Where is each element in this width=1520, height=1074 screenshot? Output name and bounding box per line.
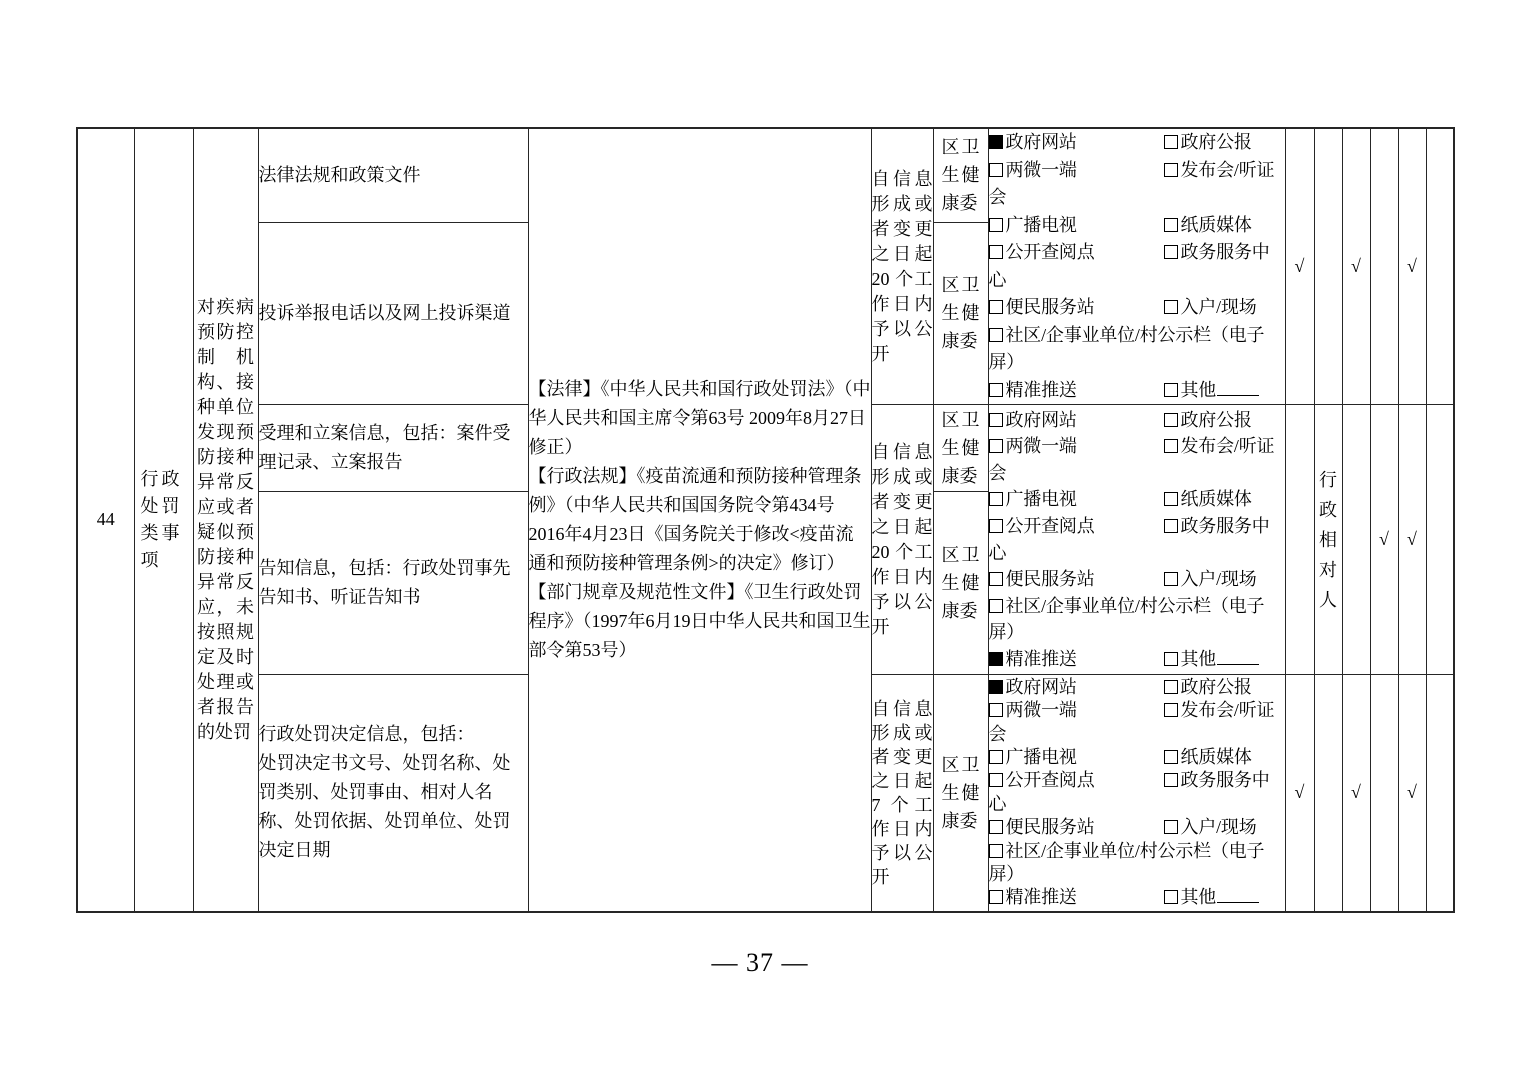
channel-option: 政府网站 [989,410,1077,430]
channel-option: 精准推送 [989,649,1077,669]
timeline-cell: 自信息形成或者变更之日起20 个工作日内予以公开 [871,128,933,405]
disclosure-items-table [76,127,1455,913]
channel-option: 广播电视 [989,489,1077,509]
checkbox-unchecked-icon [989,163,1003,177]
checkbox-unchecked-icon [1164,300,1178,314]
channel-line [989,619,1285,646]
channel-option: 社区/企事业单位/村公示栏（电子 [989,325,1265,345]
indicator-cell: √ [1285,128,1314,405]
channel-option: 社区/企事业单位/村公示栏（电子 [989,841,1265,861]
checkbox-unchecked-icon [989,492,1003,506]
channel-option: 会 [988,462,1007,483]
checkbox-unchecked-icon [1164,519,1178,533]
channels-cell [988,128,1285,405]
checkbox-unchecked-icon [1164,492,1178,506]
channels-cell [988,675,1285,912]
text-paragraph: 【法律】《中华人民共和国行政处罚法》（中华人民共和国主席令第63号 2009年8月27日修正） [528,378,871,457]
channel-line [989,646,1285,673]
channel-line [989,184,1285,212]
channel-option: 政府公报 [1164,676,1252,699]
channel-option: 政府公报 [1164,129,1252,157]
channel-option: 心 [988,269,1007,290]
channel-option: 心 [988,793,1007,814]
indicator-cell [1426,405,1454,675]
channel-line [989,676,1285,699]
checkbox-unchecked-icon [1164,439,1178,453]
seq-number-cell: 44 [77,128,134,912]
content-cell [258,675,528,912]
indicator-cell: √ [1398,405,1426,675]
checkbox-unchecked-icon [989,519,1003,533]
channel-option: 政务服务中 [1164,769,1270,792]
subject-cell [933,128,988,222]
channel-option: 心 [988,542,1007,563]
checkbox-unchecked-icon [1164,890,1178,904]
category-cell [134,128,193,912]
indicator-cell [1426,675,1454,912]
content-cell [258,492,528,675]
indicator-cell [1314,128,1342,405]
indicator-cell: √ [1398,675,1426,912]
checkbox-unchecked-icon [1164,383,1178,397]
content-cell [258,405,528,492]
checkbox-unchecked-icon [989,328,1003,342]
channel-option: 政务服务中 [1164,239,1270,267]
channel-line [989,746,1285,769]
text-paragraph: 【部门规章及规范性文件】《卫生行政处罚程序》（1997年6月19日中华人民共和国卫生部令第53号） [528,581,871,660]
checkbox-unchecked-icon [1164,750,1178,764]
checkbox-checked-icon [989,135,1003,149]
indicator-cell [1370,675,1398,912]
channel-option: 政府网站 [989,132,1077,152]
channels-cell [988,405,1285,675]
legal-basis-cell [528,128,871,912]
checkbox-unchecked-icon [989,703,1003,717]
checkbox-checked-icon [989,680,1003,694]
checkbox-unchecked-icon [989,572,1003,586]
channel-line [989,769,1285,792]
checkbox-unchecked-icon [989,300,1003,314]
blank-underline [1217,650,1259,665]
checkbox-unchecked-icon [989,218,1003,232]
channel-line [989,239,1285,267]
channel-option: 两微一端 [989,160,1077,180]
subject-text: 区卫生健康委 [941,754,980,831]
channel-line [989,460,1285,487]
checkbox-unchecked-icon [989,750,1003,764]
text-paragraph: 投诉举报电话以及网上投诉渠道 [258,302,511,323]
subject-cell [933,492,988,675]
channel-option: 政府网站 [989,677,1077,697]
channel-option: 广播电视 [989,747,1077,767]
channel-option: 其他 [1164,646,1260,673]
checkbox-unchecked-icon [989,439,1003,453]
indicator-cell: √ [1370,405,1398,675]
checkbox-unchecked-icon [1164,218,1178,232]
channel-option: 广播电视 [989,215,1077,235]
channel-option: 发布会/听证 [1164,433,1275,460]
blank-underline [1217,381,1259,396]
channel-option: 入户/现场 [1164,294,1257,322]
channel-line [989,513,1285,540]
checkbox-unchecked-icon [1164,413,1178,427]
checkbox-unchecked-icon [1164,135,1178,149]
subject-cell [933,675,988,912]
text-paragraph: 处罚决定书文号、处罚名称、处罚类别、处罚事由、相对人名称、处罚依据、处罚单位、处罚决定日期 [258,753,511,861]
checkbox-unchecked-icon [989,820,1003,834]
channel-line [989,886,1285,909]
text-paragraph: 行政处罚决定信息，包括： [258,724,475,745]
channel-option: 发布会/听证 [1164,699,1275,722]
checkbox-checked-icon [989,652,1003,666]
channel-line [989,566,1285,593]
subject-text: 区卫生健康委 [941,137,980,214]
checkbox-unchecked-icon [989,383,1003,397]
checkbox-unchecked-icon [989,599,1003,613]
indicator-cell: √ [1342,675,1370,912]
channel-option: 便民服务站 [989,569,1095,589]
channel-line [989,267,1285,295]
subject-cell [933,405,988,492]
channel-line [989,157,1285,185]
channel-option: 纸质媒体 [1164,486,1252,513]
channel-option: 便民服务站 [989,817,1095,837]
subject-text: 区卫生健康委 [941,545,980,621]
channel-option: 公开查阅点 [989,770,1095,790]
blank-underline [1217,888,1259,903]
timeline-cell: 自信息形成或者变更之日起20 个工作日内予以公开 [871,405,933,675]
indicator-cell [1314,675,1342,912]
channel-option: 会 [988,723,1007,744]
indicator-cell [1285,405,1314,675]
subject-text: 区卫生健康委 [941,410,980,486]
text-paragraph: 受理和立案信息，包括：案件受理记录、立案报告 [258,423,511,472]
checkbox-unchecked-icon [1164,245,1178,259]
indicator-cell: √ [1398,128,1426,405]
indicator-cell: √ [1285,675,1314,912]
channel-line [989,723,1285,746]
channel-option: 精准推送 [989,380,1077,400]
channel-option: 公开查阅点 [989,242,1095,262]
channel-option: 会 [988,187,1007,207]
channel-line [989,863,1285,886]
channel-line [989,294,1285,322]
channel-line [989,407,1285,434]
checkbox-unchecked-icon [1164,572,1178,586]
text-paragraph: 告知信息，包括：行政处罚事先告知书、听证告知书 [258,558,511,607]
content-cell [258,128,528,222]
category-text: 行政处罚类事项 [140,468,183,570]
channel-option: 入户/现场 [1164,566,1257,593]
page-number: — 37 — [711,948,809,977]
channel-option: 其他 [1164,886,1260,909]
indicator-cell: √ [1342,128,1370,405]
channel-line [989,540,1285,567]
channel-option: 屏） [988,352,1025,372]
channel-line [989,433,1285,460]
channel-line [989,793,1285,816]
text-paragraph: 【行政法规】《疫苗流通和预防接种管理条例》（中华人民共和国国务院令第434号 2016年4月23日《国务院关于修改<疫苗流通和预防接种管理条例>的决定》修订） [528,465,862,573]
subject-cell [933,222,988,404]
checkbox-unchecked-icon [1164,163,1178,177]
checkbox-unchecked-icon [1164,820,1178,834]
channel-line [989,212,1285,240]
channel-option: 屏） [988,622,1025,643]
channel-option: 政府公报 [1164,407,1252,434]
channel-option: 纸质媒体 [1164,212,1252,240]
checkbox-unchecked-icon [989,844,1003,858]
checkbox-unchecked-icon [989,413,1003,427]
indicator-cell [1426,128,1454,405]
channel-line [989,699,1285,722]
checkbox-unchecked-icon [989,890,1003,904]
channel-option: 发布会/听证 [1164,157,1275,185]
channel-line [989,129,1285,157]
subject-text: 区卫生健康委 [941,275,980,352]
channel-option: 社区/企事业单位/村公示栏（电子 [989,596,1265,616]
content-cell [258,222,528,404]
indicator-cell [1342,405,1370,675]
checkbox-unchecked-icon [1164,773,1178,787]
text-paragraph: 法律法规和政策文件 [258,164,421,185]
checkbox-unchecked-icon [1164,652,1178,666]
channel-option: 两微一端 [989,436,1077,456]
channel-line [989,349,1285,377]
checkbox-unchecked-icon [989,245,1003,259]
channel-option: 入户/现场 [1164,816,1257,839]
channel-line [989,486,1285,513]
channel-line [989,816,1285,839]
channel-option: 纸质媒体 [1164,746,1252,769]
channel-line [989,322,1285,350]
channel-option: 政务服务中 [1164,513,1270,540]
channel-line [989,377,1285,405]
item-cell [193,128,258,912]
channel-option: 其他 [1164,377,1260,405]
checkbox-unchecked-icon [989,773,1003,787]
checkbox-unchecked-icon [1164,680,1178,694]
target-audience-cell: 行政相对人 [1314,405,1342,675]
indicator-cell [1370,128,1398,405]
channel-line [989,593,1285,620]
channel-option: 两微一端 [989,700,1077,720]
channel-option: 便民服务站 [989,297,1095,317]
item-text: 对疾病预防控制机构、接种单位发现预防接种异常反应或者疑似预防接种异常反应，未按照规定及时处理或者报告的处罚 [197,296,254,742]
channel-option: 公开查阅点 [989,516,1095,536]
checkbox-unchecked-icon [1164,703,1178,717]
channel-line [989,840,1285,863]
channel-option: 精准推送 [989,887,1077,907]
channel-option: 屏） [988,863,1025,884]
timeline-cell: 自信息形成或者变更之日起7 个工作日内予以公开 [871,675,933,912]
